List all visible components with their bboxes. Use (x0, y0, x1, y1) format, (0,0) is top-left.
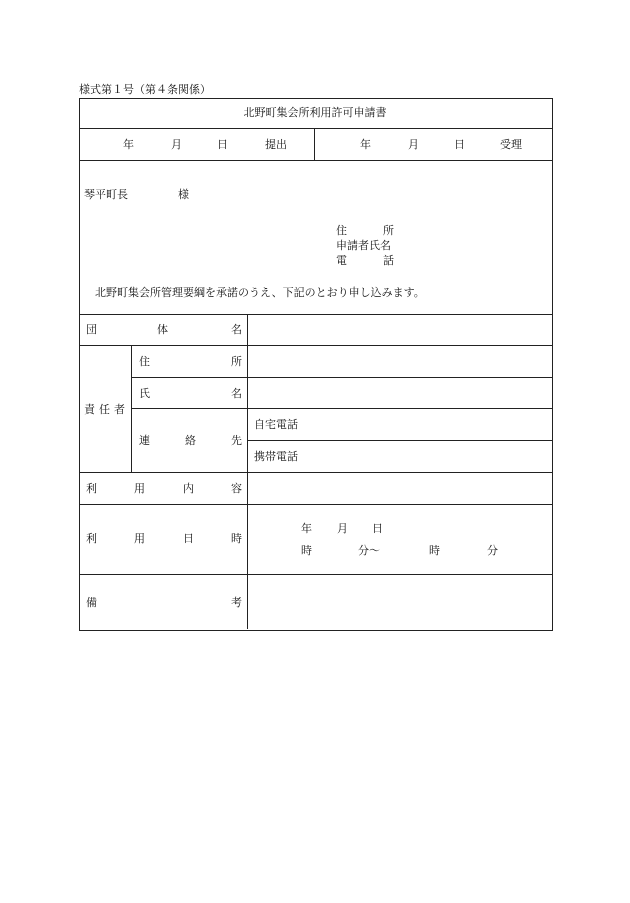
form-title: 北野町集会所利用許可申請書 (243, 106, 387, 119)
applicant-phone-label-2: 話 (383, 254, 394, 267)
applicant-phone-label-1: 電 (336, 254, 347, 267)
time-end-minute: 分 (487, 544, 498, 557)
receive-month: 月 (408, 138, 419, 151)
usage-label-3: 内 (183, 482, 194, 495)
group-name-label-2: 体 (157, 323, 168, 336)
resp-contact-label-1: 連 (139, 434, 150, 447)
remarks-label-2: 考 (231, 596, 242, 609)
usage-field[interactable] (249, 474, 549, 503)
time-end-hour: 時 (429, 544, 440, 557)
submitted-label: 提出 (265, 138, 287, 151)
addressee-honorific: 様 (178, 188, 189, 201)
resp-address-label-1: 住 (139, 355, 150, 368)
resp-name-label-2: 名 (231, 387, 242, 400)
resp-name-label-1: 氏 (139, 387, 150, 400)
group-name-label-3: 名 (231, 323, 242, 336)
home-phone-label: 自宅電話 (254, 418, 298, 431)
date-year: 年 (301, 522, 312, 535)
resp-name-field[interactable] (249, 379, 549, 407)
resp-address-label-2: 所 (231, 355, 242, 368)
home-phone-field[interactable] (310, 410, 549, 439)
time-start-minute: 分〜 (358, 544, 380, 557)
resp-contact-label-3: 先 (231, 434, 242, 447)
form-number: 様式第１号（第４条関係） (79, 83, 211, 96)
statement: 北野町集会所管理要綱を承諾のうえ、下記のとおり申し込みます。 (95, 286, 425, 299)
applicant-name-label: 申請者氏名 (336, 239, 391, 252)
responsible-label-1: 責 (84, 403, 95, 416)
datetime-label-4: 時 (231, 532, 242, 545)
date-month: 月 (337, 522, 348, 535)
group-name-label-1: 団 (86, 323, 97, 336)
responsible-label-2: 任 (99, 403, 110, 416)
date-day: 日 (372, 522, 383, 535)
datetime-label-2: 用 (134, 532, 145, 545)
time-start-hour: 時 (301, 544, 312, 557)
datetime-label-1: 利 (86, 532, 97, 545)
applicant-address-label-1: 住 (336, 224, 347, 237)
responsible-label-3: 者 (114, 403, 125, 416)
remarks-label-1: 備 (86, 596, 97, 609)
submit-month: 月 (171, 138, 182, 151)
receive-year: 年 (360, 138, 371, 151)
remarks-field[interactable] (249, 576, 549, 627)
mobile-phone-label: 携帯電話 (254, 450, 298, 463)
submit-year: 年 (123, 138, 134, 151)
usage-label-4: 容 (231, 482, 242, 495)
mobile-phone-field[interactable] (310, 442, 549, 471)
addressee: 琴平町長 (84, 188, 128, 201)
applicant-address-label-2: 所 (383, 224, 394, 237)
resp-address-field[interactable] (249, 347, 549, 376)
resp-contact-label-2: 絡 (185, 434, 196, 447)
received-label: 受理 (500, 138, 522, 151)
receive-day: 日 (454, 138, 465, 151)
usage-label-1: 利 (86, 482, 97, 495)
datetime-label-3: 日 (183, 532, 194, 545)
usage-label-2: 用 (134, 482, 145, 495)
submit-day: 日 (217, 138, 228, 151)
group-name-field[interactable] (249, 316, 549, 344)
